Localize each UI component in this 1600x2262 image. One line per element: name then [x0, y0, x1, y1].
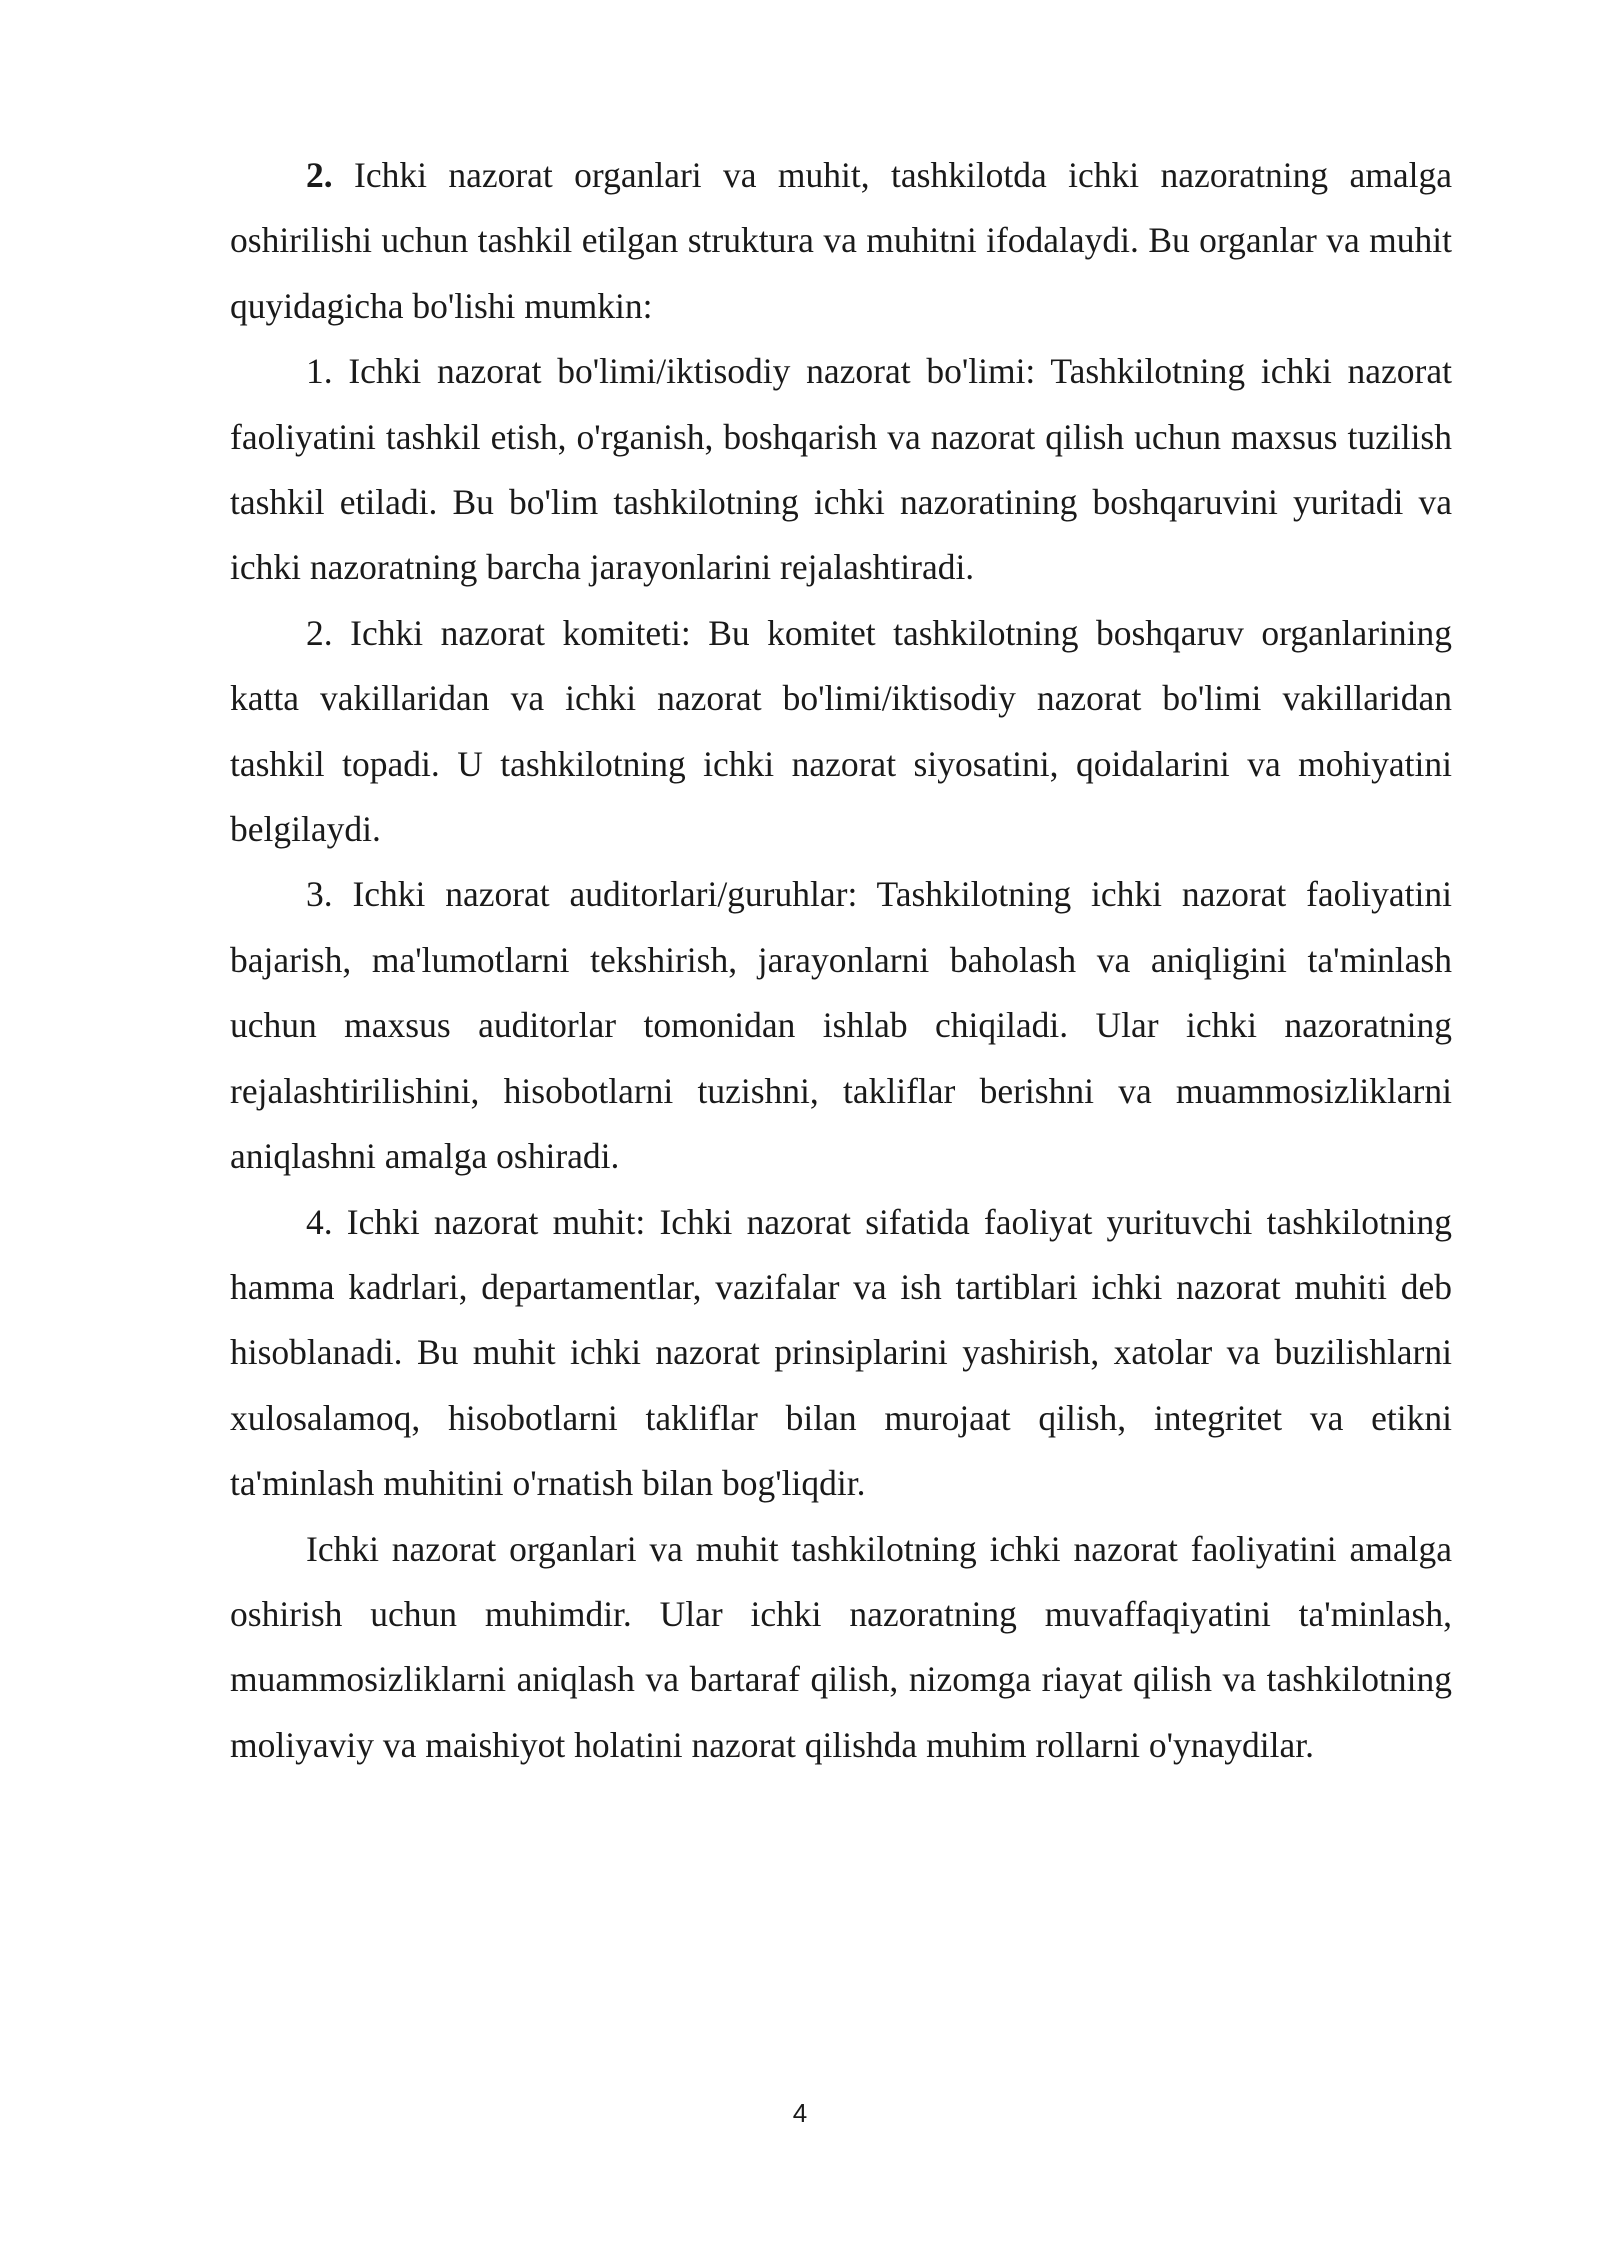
paragraph-text: Ichki nazorat organlari va muhit, tashkilotda ichki nazoratning amalga oshirilishi uchun tashkil etilgan struktura va muhitni ifodalaydi. Bu organlar va muhit quyidagicha bo'lishi mumkin:: [230, 155, 1452, 326]
paragraph-item-4: [230, 1190, 1452, 1517]
paragraph-item-3: [230, 862, 1452, 1189]
paragraph-text: 3. Ichki nazorat auditorlari/guruhlar: Tashkilotning ichki nazorat faoliyatini bajarish, ma'lumotlarni tekshirish, jarayonlarni baholash va aniqligini ta'minlash uchun maxsus auditorlar tomonidan ishlab chiqiladi. Ular ichki nazoratning rejalashtirilishini, hisobotlarni tuzishni, takliflar berishni va muammosizliklarni aniqlashni amalga oshiradi.: [230, 874, 1452, 1177]
paragraph-item-1: [230, 339, 1452, 601]
document-body: [230, 143, 1452, 1778]
paragraph-item-2: [230, 601, 1452, 863]
paragraph-text: 1. Ichki nazorat bo'limi/iktisodiy nazorat bo'limi: Tashkilotning ichki nazorat faoliyatini tashkil etish, o'rganish, boshqarish va nazorat qilish uchun maxsus tuzilish tashkil etiladi. Bu bo'lim tashkilotning ichki nazoratining boshqaruvini yuritadi va ichki nazoratning barcha jarayonlarini rejalashtiradi.: [230, 351, 1452, 588]
paragraph-conclusion: [230, 1517, 1452, 1779]
paragraph-intro: [230, 143, 1452, 339]
paragraph-text: 2. Ichki nazorat komiteti: Bu komitet tashkilotning boshqaruv organlarining katta vakillaridan va ichki nazorat bo'limi/iktisodiy nazorat bo'limi vakillaridan tashkil topadi. U tashkilotning ichki nazorat siyosatini, qoidalarini va mohiyatini belgilaydi.: [230, 612, 1452, 850]
paragraph-text: 4. Ichki nazorat muhit: Ichki nazorat sifatida faoliyat yurituvchi tashkilotning hamma kadrlari, departamentlar, vazifalar va ish tartiblari ichki nazorat muhiti deb hisoblanadi. Bu muhit ichki nazorat prinsiplarini yashirish, xatolar va buzilishlarni xulosalamoq, hisobotlarni takliflar bilan murojaat qilish, integritet va etikni ta'minlash muhitini o'rnatish bilan bog'liqdir.: [230, 1201, 1452, 1504]
section-number: 2.: [306, 155, 333, 195]
paragraph-text: Ichki nazorat organlari va muhit tashkilotning ichki nazorat faoliyatini amalga oshirish uchun muhimdir. Ular ichki nazoratning muvaffaqiyatini ta'minlash, muammosizliklarni aniqlash va bartaraf qilish, nizomga riayat qilish va tashkilotning moliyaviy va maishiyot holatini nazorat qilishda muhim rollarni o'ynaydilar.: [230, 1528, 1452, 1765]
page-number: 4: [792, 2098, 808, 2128]
